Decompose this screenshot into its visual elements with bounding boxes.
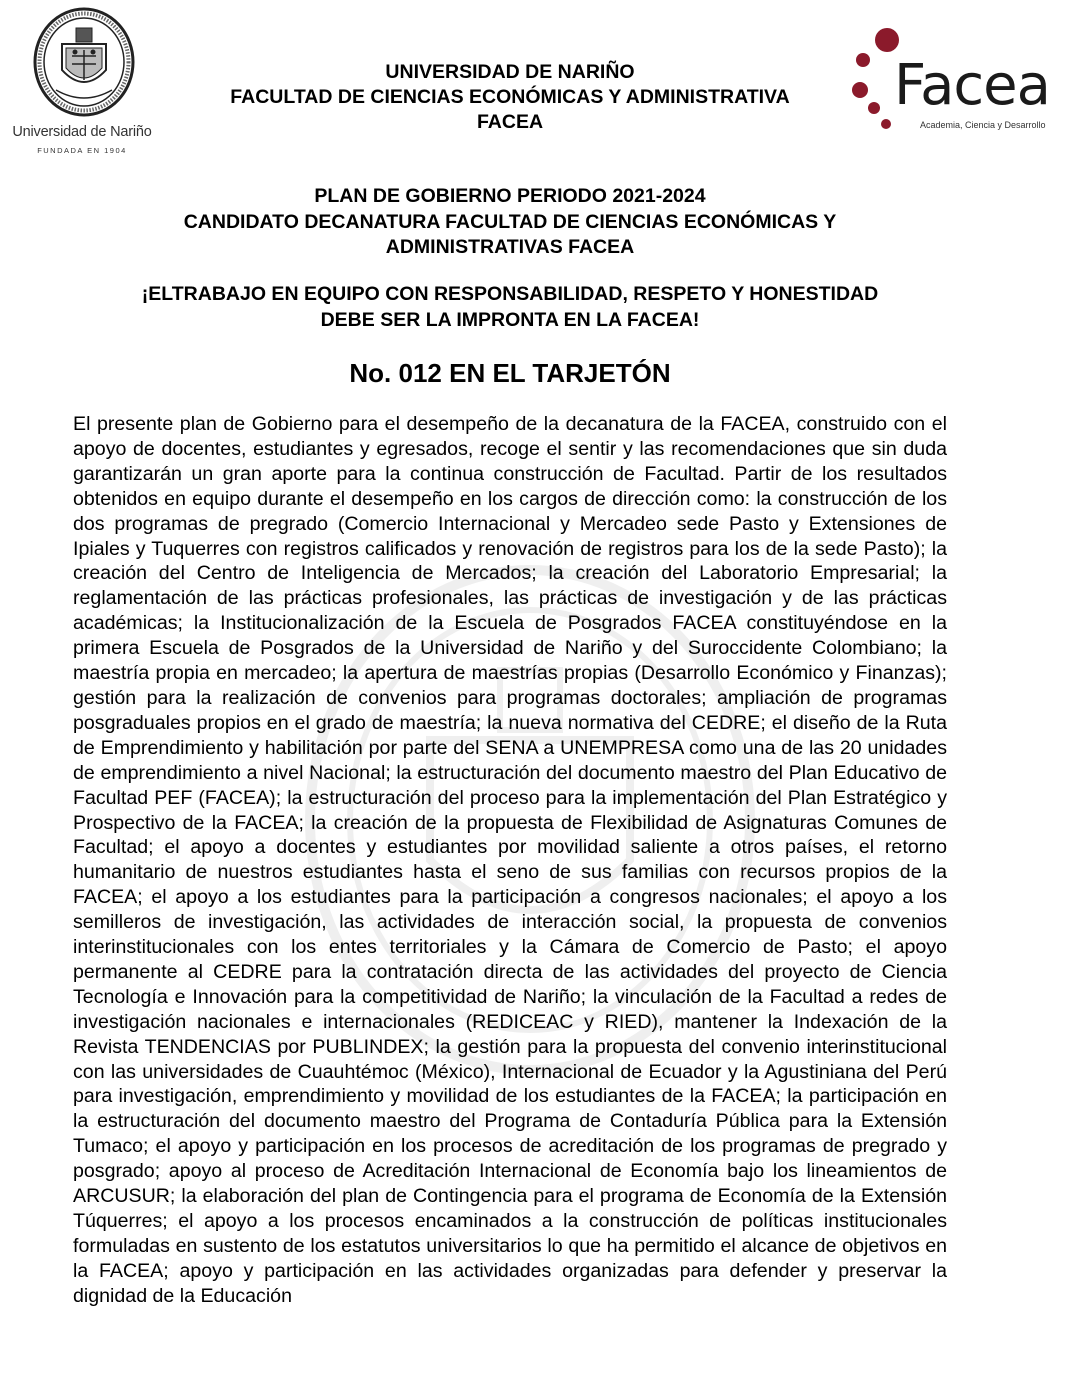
plan-title-line-2: CANDIDATO DECANATURA FACULTAD DE CIENCIAS ECONÓMICAS Y xyxy=(183,210,837,233)
university-logo xyxy=(4,6,160,156)
slogan-line-1: ¡ELTRABAJO EN EQUIPO CON RESPONSABILIDAD, RESPETO Y HONESTIDAD xyxy=(141,283,879,305)
slogan-line-2: DEBE SER LA IMPRONTA EN LA FACEA! xyxy=(320,308,700,331)
slogan xyxy=(60,282,960,333)
body-paragraph: El presente plan de Gobierno para el desempeño de la decanatura de la FACEA, construido con el apoyo de docentes, estudiantes y egresados, recoge el sentir y las recomendaciones que sin duda garantizarán un gran aporte para la continua construcción de Facultad. Partir de los resultados obtenidos en equipo durante el desempeño en los cargos de dirección como: la construcción de los dos programas de pregrado (Comercio Internacional y Mercadeo sede Pasto y Extensiones de Ipiales y Tuquerres con registros calificados y renovación de registros para los de la sede Pasto); la creación del Centro de Inteligencia de Mercados; la creación del Laboratorio Empresarial; la reglamentación de las prácticas profesionales, las prácticas de investigación y de las prácticas académicas; la Institucionalización de la Escuela de Posgrados FACEA constituyéndose en la primera Escuela de Posgrados de la Universidad de Nariño y del Suroccidente Colombiano; la maestría propia en mercadeo; la apertura de maestrías propias (Desarrollo Económico y Finanzas); gestión para la realización de convenios para programas doctorales; ampliación de programas posgraduales propios en el grado de maestría; la nueva normativa del CEDRE; el diseño de la Ruta de Emprendimiento y habilitación por parte del SENA a UNEMPRESA como una de las 20 unidades de emprendimiento a nivel Nacional; la estructuración del documento maestro del Plan Educativo de Facultad PEF (FACEA); la estructuración del proceso para la implementación del Plan Estratégico y Prospectivo de la FACEA; la creación de la propuesta de Flexibilidad de Asignaturas Comunes de Facultad; el apoyo a docentes y estudiantes por movilidad saliente a otros países, el retorno humanitario de nuestros estudiantes hasta el seno de sus familias con recursos propios de la FACEA; el apoyo a los estudiantes para la participación a congresos nacionales; el apoyo a los semilleros de investigación, las actividades de interacción social, la propuesta de convenios interinstitucionales con los entes territoriales y la Cámara de Comercio de Pasto; el apoyo permanente al CEDRE para la contratación directa de las actividades del proyecto de Ciencia Tecnología e Innovación para la competitividad de Nariño; la vinculación de la Facultad a redes de investigación nacionales e internacionales (REDICEAC y RIED), mantener la Indexación de la Revista TENDENCIAS por PUBLINDEX; la gestión para la propuesta del convenio interinstitucional con las universidades de Cuauhtémoc (México), Internacional de Ecuador y la Agustiniana del Perú para investigación, emprendimiento y movilidad de los estudiantes de la FACEA; la participación en la estructuración del documento maestro del Programa de Contaduría Pública para la Extensión Tumaco; el apoyo y participación en los procesos de acreditación de los programas de pregrado y posgrado; apoyo al proceso de Acreditación Internacional de Economía bajo los lineamientos de ARCUSUR; la elaboración del plan de Contingencia para el programa de Economía de la Extensión Túquerres; el apoyo a los procesos encaminados a la construcción de políticas institucionales formuladas en sustento de los estatutos universitarios lo que ha permitido el alcance de objetivos en la FACEA; apoyo y participación en las actividades organizadas para defender y preservar la dignidad de la Educación xyxy=(73,413,947,1307)
university-logo-name: Universidad de Nariño xyxy=(12,124,152,140)
header-line-1: UNIVERSIDAD DE NARIÑO xyxy=(385,61,635,83)
plan-title xyxy=(60,184,960,261)
facea-wordmark: Facea xyxy=(894,53,1050,118)
header-line-3: FACEA xyxy=(476,111,544,133)
university-logo-founded: FUNDADA EN 1904 xyxy=(37,146,127,155)
plan-title-line-1: PLAN DE GOBIERNO PERIODO 2021-2024 xyxy=(314,185,706,207)
ballot-number: No. 012 EN EL TARJETÓN xyxy=(349,358,671,388)
university-seal-icon xyxy=(32,6,136,118)
plan-title-line-3: ADMINISTRATIVAS FACEA xyxy=(385,236,635,258)
header-line-2: FACULTAD DE CIENCIAS ECONÓMICAS Y ADMINISTRATIVA xyxy=(230,86,790,108)
facea-tagline: Academia, Ciencia y Desarrollo xyxy=(920,120,1046,130)
facea-logo xyxy=(846,20,1066,140)
institution-header xyxy=(160,60,860,135)
